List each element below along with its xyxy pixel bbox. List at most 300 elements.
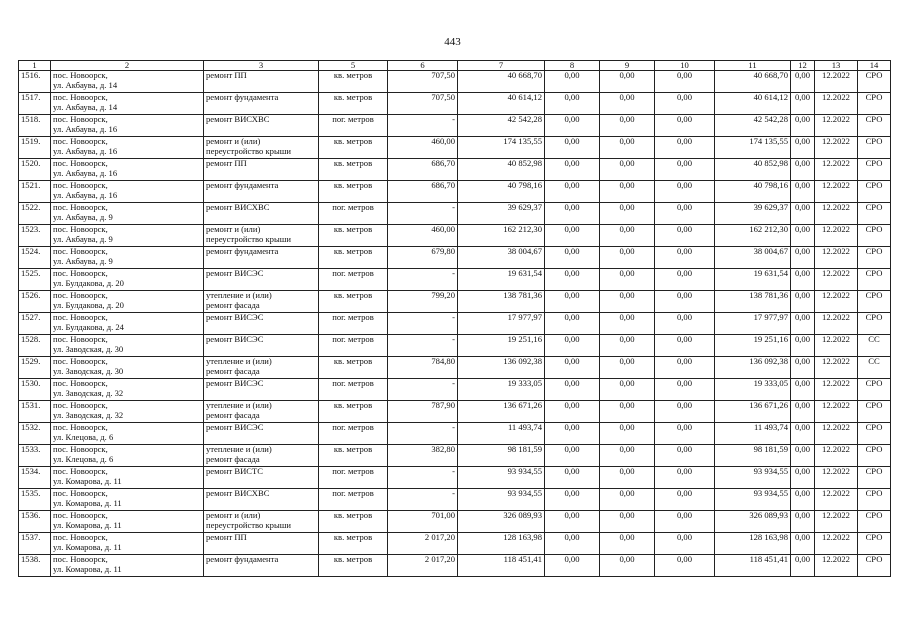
address-line: пос. Новоорск, — [53, 70, 108, 80]
cost-col12-cell: 0,00 — [791, 489, 815, 511]
cost-col11-cell: 93 934,55 — [715, 489, 791, 511]
total-cost-cell: 93 934,55 — [458, 489, 545, 511]
cost-col10-cell: 0,00 — [655, 181, 715, 203]
cost-col12-cell: 0,00 — [791, 137, 815, 159]
address-line: ул. Акбаувa, д. 9 — [53, 255, 113, 266]
address-cell — [51, 357, 204, 379]
row-number-cell: 1518. — [19, 115, 51, 137]
address-cell — [51, 533, 204, 555]
completion-date-cell: 12.2022 — [815, 115, 858, 137]
cost-col10-cell: 0,00 — [655, 467, 715, 489]
unit-cell: кв. метров — [319, 247, 388, 269]
total-cost-cell: 11 493,74 — [458, 423, 545, 445]
cost-col8-cell: 0,00 — [545, 137, 600, 159]
address-line: ул. Комарова, д. 11 — [53, 497, 122, 508]
address-cell — [51, 467, 204, 489]
address-cell — [51, 93, 204, 115]
unit-cell: пог. метров — [319, 313, 388, 335]
total-cost-cell: 42 542,28 — [458, 115, 545, 137]
method-cell: СРО — [858, 313, 891, 335]
table-row — [19, 357, 891, 379]
cost-col11-cell: 19 333,05 — [715, 379, 791, 401]
row-number-cell: 1527. — [19, 313, 51, 335]
method-cell: СРО — [858, 159, 891, 181]
work-type-cell — [204, 313, 319, 335]
total-cost-cell: 93 934,55 — [458, 467, 545, 489]
cost-col12-cell: 0,00 — [791, 291, 815, 313]
address-cell — [51, 445, 204, 467]
cost-col11-cell: 118 451,41 — [715, 555, 791, 577]
cost-col9-cell: 0,00 — [600, 379, 655, 401]
cost-col10-cell: 0,00 — [655, 159, 715, 181]
table-row — [19, 489, 891, 511]
cost-col9-cell: 0,00 — [600, 423, 655, 445]
address-line: пос. Новоорск, — [53, 180, 108, 190]
cost-col9-cell: 0,00 — [600, 225, 655, 247]
work-type-cell — [204, 93, 319, 115]
cost-col10-cell: 0,00 — [655, 335, 715, 357]
cost-col9-cell: 0,00 — [600, 533, 655, 555]
cost-col8-cell: 0,00 — [545, 93, 600, 115]
cost-col11-cell: 40 852,98 — [715, 159, 791, 181]
cost-col8-cell: 0,00 — [545, 71, 600, 93]
work-type-line: переустройство крыши — [206, 233, 291, 244]
unit-cell: кв. метров — [319, 137, 388, 159]
table-row — [19, 181, 891, 203]
cost-col8-cell: 0,00 — [545, 555, 600, 577]
cost-col9-cell: 0,00 — [600, 159, 655, 181]
cost-col11-cell: 174 135,55 — [715, 137, 791, 159]
row-number-cell: 1517. — [19, 93, 51, 115]
table-row — [19, 423, 891, 445]
cost-col9-cell: 0,00 — [600, 313, 655, 335]
address-cell — [51, 401, 204, 423]
cost-col12-cell: 0,00 — [791, 181, 815, 203]
address-line: пос. Новоорск, — [53, 422, 108, 432]
work-type-line: ремонт ВИСХВС — [206, 488, 270, 498]
address-line: пос. Новоорск, — [53, 114, 108, 124]
page-number: 443 — [444, 36, 461, 48]
method-cell: СРО — [858, 401, 891, 423]
row-number-cell: 1521. — [19, 181, 51, 203]
cost-col12-cell: 0,00 — [791, 313, 815, 335]
cost-col12-cell: 0,00 — [791, 467, 815, 489]
row-number-cell: 1534. — [19, 467, 51, 489]
unit-cell: кв. метров — [319, 401, 388, 423]
cost-col12-cell: 0,00 — [791, 247, 815, 269]
unit-cell: кв. метров — [319, 555, 388, 577]
table-row — [19, 313, 891, 335]
column-number-header: 11 — [715, 61, 791, 71]
completion-date-cell: 12.2022 — [815, 247, 858, 269]
cost-col10-cell: 0,00 — [655, 489, 715, 511]
cost-col8-cell: 0,00 — [545, 533, 600, 555]
cost-col9-cell: 0,00 — [600, 247, 655, 269]
completion-date-cell: 12.2022 — [815, 291, 858, 313]
total-cost-cell: 40 852,98 — [458, 159, 545, 181]
address-line: пос. Новоорск, — [53, 136, 108, 146]
table-row — [19, 533, 891, 555]
cost-col12-cell: 0,00 — [791, 269, 815, 291]
total-cost-cell: 19 251,16 — [458, 335, 545, 357]
address-line: ул. Комарова, д. 11 — [53, 519, 122, 530]
address-line: ул. Комарова, д. 11 — [53, 541, 122, 552]
total-cost-cell: 38 004,67 — [458, 247, 545, 269]
unit-cell: кв. метров — [319, 511, 388, 533]
cost-col12-cell: 0,00 — [791, 357, 815, 379]
address-line: ул. Булдакова, д. 20 — [53, 277, 124, 288]
cost-col8-cell: 0,00 — [545, 269, 600, 291]
method-cell: СРО — [858, 291, 891, 313]
row-number-cell: 1524. — [19, 247, 51, 269]
work-type-line: ремонт ПП — [206, 158, 247, 168]
work-type-line: ремонт фасада — [206, 453, 260, 464]
completion-date-cell: 12.2022 — [815, 181, 858, 203]
table-row — [19, 203, 891, 225]
cost-col12-cell: 0,00 — [791, 401, 815, 423]
cost-col8-cell: 0,00 — [545, 401, 600, 423]
cost-col12-cell: 0,00 — [791, 71, 815, 93]
cost-col9-cell: 0,00 — [600, 137, 655, 159]
cost-col8-cell: 0,00 — [545, 181, 600, 203]
method-cell: СРО — [858, 225, 891, 247]
row-number-cell: 1526. — [19, 291, 51, 313]
volume-cell: 787,90 — [388, 401, 458, 423]
cost-col10-cell: 0,00 — [655, 247, 715, 269]
unit-cell: пог. метров — [319, 203, 388, 225]
row-number-cell: 1531. — [19, 401, 51, 423]
cost-col8-cell: 0,00 — [545, 335, 600, 357]
unit-cell: пог. метров — [319, 115, 388, 137]
cost-col9-cell: 0,00 — [600, 467, 655, 489]
completion-date-cell: 12.2022 — [815, 269, 858, 291]
work-type-cell — [204, 203, 319, 225]
unit-cell: кв. метров — [319, 93, 388, 115]
address-line: пос. Новоорск, — [53, 444, 108, 454]
volume-cell: - — [388, 115, 458, 137]
work-type-line: ремонт фасада — [206, 409, 260, 420]
cost-col8-cell: 0,00 — [545, 445, 600, 467]
work-type-line: утепление и (или) — [206, 356, 272, 366]
work-type-line: ремонт фундамента — [206, 246, 279, 256]
unit-cell: пог. метров — [319, 269, 388, 291]
row-number-cell: 1516. — [19, 71, 51, 93]
completion-date-cell: 12.2022 — [815, 313, 858, 335]
cost-col10-cell: 0,00 — [655, 313, 715, 335]
cost-col9-cell: 0,00 — [600, 555, 655, 577]
volume-cell: 2 017,20 — [388, 533, 458, 555]
address-cell — [51, 203, 204, 225]
method-cell: СС — [858, 335, 891, 357]
address-cell — [51, 313, 204, 335]
cost-col12-cell: 0,00 — [791, 93, 815, 115]
total-cost-cell: 98 181,59 — [458, 445, 545, 467]
work-type-line: ремонт ВИСЭС — [206, 378, 264, 388]
cost-col9-cell: 0,00 — [600, 401, 655, 423]
cost-col12-cell: 0,00 — [791, 423, 815, 445]
volume-cell: - — [388, 467, 458, 489]
cost-col11-cell: 39 629,37 — [715, 203, 791, 225]
work-type-cell — [204, 467, 319, 489]
cost-col9-cell: 0,00 — [600, 269, 655, 291]
table-row — [19, 71, 891, 93]
address-line: ул. Комарова, д. 11 — [53, 475, 122, 486]
column-number-header: 8 — [545, 61, 600, 71]
address-line: пос. Новоорск, — [53, 356, 108, 366]
volume-cell: 799,20 — [388, 291, 458, 313]
total-cost-cell: 40 668,70 — [458, 71, 545, 93]
completion-date-cell: 12.2022 — [815, 445, 858, 467]
register-body — [19, 71, 891, 577]
cost-col10-cell: 0,00 — [655, 225, 715, 247]
completion-date-cell: 12.2022 — [815, 71, 858, 93]
cost-col8-cell: 0,00 — [545, 467, 600, 489]
cost-col9-cell: 0,00 — [600, 489, 655, 511]
column-number-header: 13 — [815, 61, 858, 71]
address-line: ул. Заводская, д. 32 — [53, 387, 124, 398]
address-line: ул. Клецова, д. 6 — [53, 431, 114, 442]
method-cell: СРО — [858, 489, 891, 511]
work-type-cell — [204, 357, 319, 379]
table-row — [19, 511, 891, 533]
row-number-cell: 1538. — [19, 555, 51, 577]
volume-cell: - — [388, 379, 458, 401]
unit-cell: кв. метров — [319, 445, 388, 467]
work-type-cell — [204, 71, 319, 93]
table-row — [19, 401, 891, 423]
column-number-header: 7 — [458, 61, 545, 71]
work-type-cell — [204, 269, 319, 291]
cost-col11-cell: 93 934,55 — [715, 467, 791, 489]
cost-col11-cell: 128 163,98 — [715, 533, 791, 555]
column-number-header: 9 — [600, 61, 655, 71]
cost-col10-cell: 0,00 — [655, 93, 715, 115]
address-cell — [51, 379, 204, 401]
work-type-line: ремонт и (или) — [206, 510, 261, 520]
total-cost-cell: 17 977,97 — [458, 313, 545, 335]
work-type-cell — [204, 489, 319, 511]
cost-col12-cell: 0,00 — [791, 555, 815, 577]
method-cell: СРО — [858, 511, 891, 533]
cost-col8-cell: 0,00 — [545, 357, 600, 379]
address-cell — [51, 181, 204, 203]
cost-col8-cell: 0,00 — [545, 203, 600, 225]
address-cell — [51, 71, 204, 93]
work-type-line: ремонт ВИСЭС — [206, 334, 264, 344]
volume-cell: - — [388, 423, 458, 445]
cost-col12-cell: 0,00 — [791, 511, 815, 533]
column-number-header: 10 — [655, 61, 715, 71]
method-cell: СРО — [858, 555, 891, 577]
address-line: ул. Акбаувa, д. 9 — [53, 211, 113, 222]
total-cost-cell: 326 089,93 — [458, 511, 545, 533]
column-number-header: 3 — [204, 61, 319, 71]
cost-col8-cell: 0,00 — [545, 379, 600, 401]
cost-col9-cell: 0,00 — [600, 445, 655, 467]
work-type-line: ремонт ВИСЭС — [206, 422, 264, 432]
total-cost-cell: 136 671,26 — [458, 401, 545, 423]
method-cell: СС — [858, 357, 891, 379]
work-type-cell — [204, 335, 319, 357]
unit-cell: кв. метров — [319, 225, 388, 247]
work-type-cell — [204, 533, 319, 555]
total-cost-cell: 40 798,16 — [458, 181, 545, 203]
volume-cell: 460,00 — [388, 137, 458, 159]
work-type-cell — [204, 379, 319, 401]
address-line: пос. Новоорск, — [53, 510, 108, 520]
volume-cell: 686,70 — [388, 159, 458, 181]
row-number-cell: 1532. — [19, 423, 51, 445]
cost-col11-cell: 326 089,93 — [715, 511, 791, 533]
cost-col11-cell: 136 671,26 — [715, 401, 791, 423]
cost-col10-cell: 0,00 — [655, 203, 715, 225]
address-line: пос. Новоорск, — [53, 400, 108, 410]
cost-col12-cell: 0,00 — [791, 533, 815, 555]
volume-cell: 707,50 — [388, 71, 458, 93]
work-type-line: ремонт ВИСХВС — [206, 202, 270, 212]
work-type-line: ремонт ПП — [206, 70, 247, 80]
volume-cell: - — [388, 335, 458, 357]
table-row — [19, 137, 891, 159]
cost-col9-cell: 0,00 — [600, 93, 655, 115]
address-line: ул. Комарова, д. 11 — [53, 563, 122, 574]
total-cost-cell: 40 614,12 — [458, 93, 545, 115]
volume-cell: 679,80 — [388, 247, 458, 269]
row-number-cell: 1533. — [19, 445, 51, 467]
table-row — [19, 93, 891, 115]
row-number-cell: 1523. — [19, 225, 51, 247]
cost-col9-cell: 0,00 — [600, 291, 655, 313]
column-number-header: 12 — [791, 61, 815, 71]
work-type-cell — [204, 115, 319, 137]
address-line: пос. Новоорск, — [53, 312, 108, 322]
method-cell: СРО — [858, 467, 891, 489]
cost-col11-cell: 11 493,74 — [715, 423, 791, 445]
table-row — [19, 225, 891, 247]
work-type-cell — [204, 137, 319, 159]
work-type-cell — [204, 181, 319, 203]
address-line: ул. Заводская, д. 30 — [53, 343, 124, 354]
address-line: ул. Клецова, д. 6 — [53, 453, 114, 464]
method-cell: СРО — [858, 247, 891, 269]
work-type-cell — [204, 555, 319, 577]
cost-col12-cell: 0,00 — [791, 379, 815, 401]
cost-col10-cell: 0,00 — [655, 357, 715, 379]
completion-date-cell: 12.2022 — [815, 533, 858, 555]
cost-col8-cell: 0,00 — [545, 159, 600, 181]
address-line: пос. Новоорск, — [53, 268, 108, 278]
work-type-line: ремонт ВИСХВС — [206, 114, 270, 124]
cost-col11-cell: 136 092,38 — [715, 357, 791, 379]
work-type-cell — [204, 291, 319, 313]
column-number-row — [19, 61, 891, 71]
cost-col11-cell: 38 004,67 — [715, 247, 791, 269]
address-line: пос. Новоорск, — [53, 158, 108, 168]
row-number-cell: 1536. — [19, 511, 51, 533]
total-cost-cell: 162 212,30 — [458, 225, 545, 247]
unit-cell: кв. метров — [319, 533, 388, 555]
cost-col10-cell: 0,00 — [655, 401, 715, 423]
address-cell — [51, 115, 204, 137]
address-line: пос. Новоорск, — [53, 554, 108, 564]
table-row — [19, 335, 891, 357]
work-type-line: утепление и (или) — [206, 444, 272, 454]
address-line: ул. Акбаувa, д. 14 — [53, 101, 118, 112]
cost-col8-cell: 0,00 — [545, 115, 600, 137]
cost-col11-cell: 19 251,16 — [715, 335, 791, 357]
cost-col12-cell: 0,00 — [791, 225, 815, 247]
cost-col10-cell: 0,00 — [655, 511, 715, 533]
row-number-cell: 1522. — [19, 203, 51, 225]
cost-col8-cell: 0,00 — [545, 313, 600, 335]
cost-col9-cell: 0,00 — [600, 203, 655, 225]
address-cell — [51, 159, 204, 181]
column-number-header: 14 — [858, 61, 891, 71]
cost-col9-cell: 0,00 — [600, 181, 655, 203]
volume-cell: 686,70 — [388, 181, 458, 203]
work-type-line: ремонт фундамента — [206, 92, 279, 102]
address-cell — [51, 291, 204, 313]
address-line: пос. Новоорск, — [53, 378, 108, 388]
volume-cell: 2 017,20 — [388, 555, 458, 577]
cost-col12-cell: 0,00 — [791, 445, 815, 467]
cost-col11-cell: 40 614,12 — [715, 93, 791, 115]
volume-cell: 784,80 — [388, 357, 458, 379]
cost-col9-cell: 0,00 — [600, 357, 655, 379]
total-cost-cell: 128 163,98 — [458, 533, 545, 555]
cost-col10-cell: 0,00 — [655, 445, 715, 467]
table-row — [19, 247, 891, 269]
work-type-line: ремонт ВИСТС — [206, 466, 264, 476]
row-number-cell: 1525. — [19, 269, 51, 291]
cost-col11-cell: 98 181,59 — [715, 445, 791, 467]
cost-col10-cell: 0,00 — [655, 555, 715, 577]
work-type-cell — [204, 401, 319, 423]
row-number-cell: 1519. — [19, 137, 51, 159]
unit-cell: кв. метров — [319, 357, 388, 379]
cost-col9-cell: 0,00 — [600, 71, 655, 93]
volume-cell: 701,00 — [388, 511, 458, 533]
address-line: пос. Новоорск, — [53, 202, 108, 212]
cost-col9-cell: 0,00 — [600, 335, 655, 357]
volume-cell: 382,80 — [388, 445, 458, 467]
table-row — [19, 291, 891, 313]
total-cost-cell: 19 333,05 — [458, 379, 545, 401]
completion-date-cell: 12.2022 — [815, 423, 858, 445]
cost-col11-cell: 162 212,30 — [715, 225, 791, 247]
work-type-line: переустройство крыши — [206, 519, 291, 530]
method-cell: СРО — [858, 379, 891, 401]
address-line: ул. Акбаувa, д. 9 — [53, 233, 113, 244]
repair-register-table — [18, 60, 891, 577]
table-row — [19, 467, 891, 489]
method-cell: СРО — [858, 93, 891, 115]
unit-cell: пог. метров — [319, 379, 388, 401]
column-number-header: 6 — [388, 61, 458, 71]
address-line: пос. Новоорск, — [53, 92, 108, 102]
total-cost-cell: 138 781,36 — [458, 291, 545, 313]
address-cell — [51, 555, 204, 577]
work-type-line: утепление и (или) — [206, 400, 272, 410]
work-type-line: ремонт фасада — [206, 365, 260, 376]
work-type-line: ремонт ПП — [206, 532, 247, 542]
row-number-cell: 1528. — [19, 335, 51, 357]
unit-cell: пог. метров — [319, 467, 388, 489]
address-line: пос. Новоорск, — [53, 290, 108, 300]
total-cost-cell: 19 631,54 — [458, 269, 545, 291]
total-cost-cell: 174 135,55 — [458, 137, 545, 159]
work-type-line: ремонт и (или) — [206, 224, 261, 234]
